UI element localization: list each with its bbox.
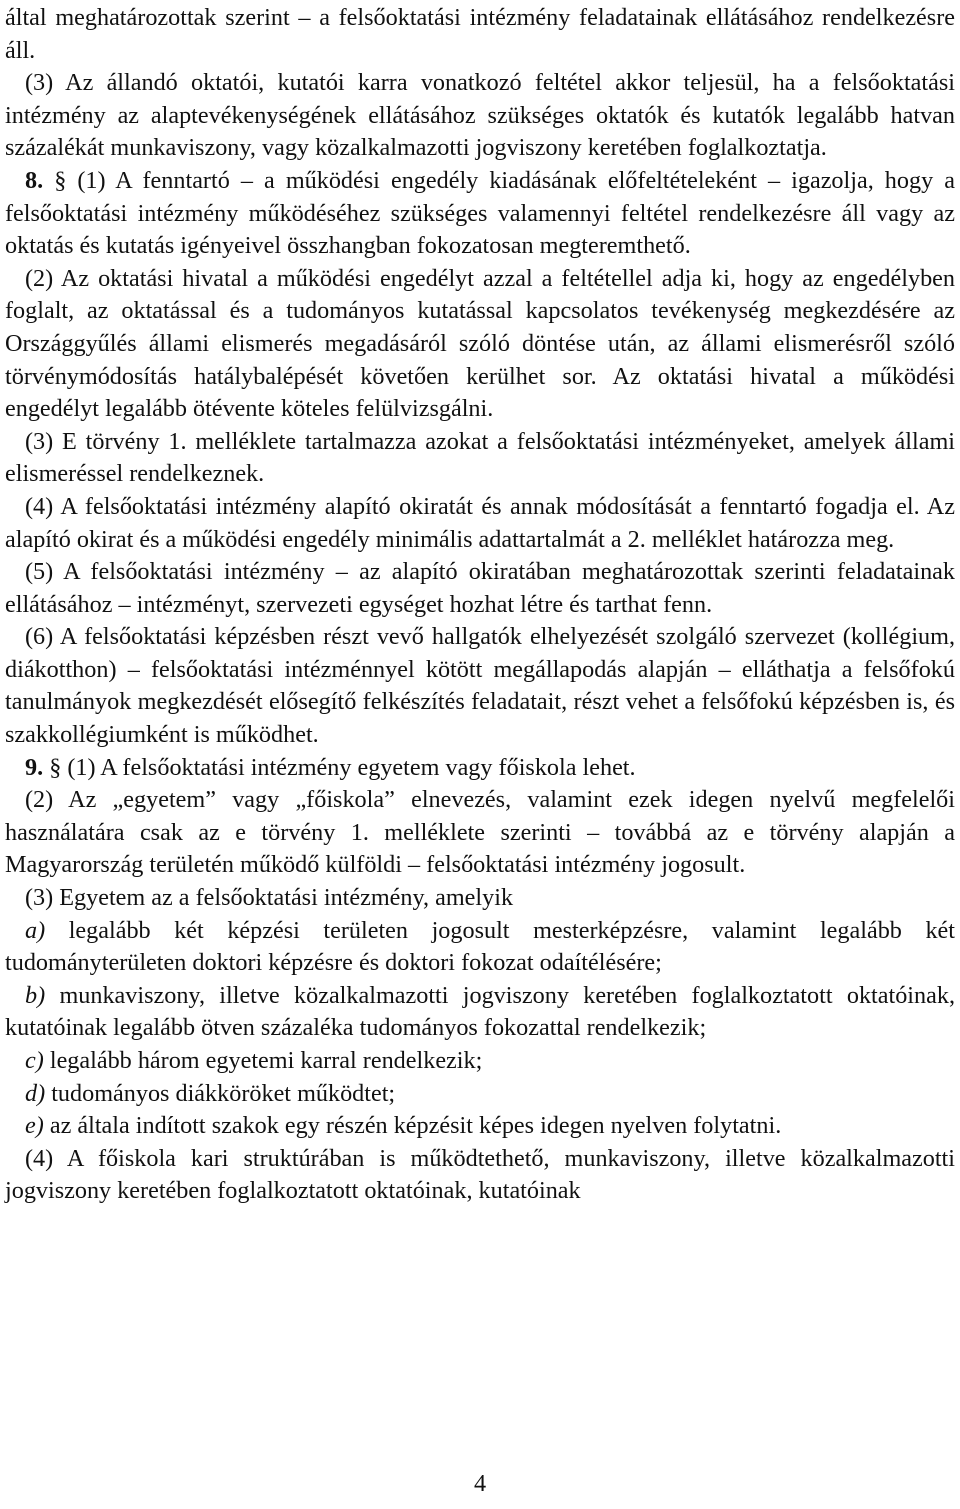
- paragraph-text: (3) Egyetem az a felsőoktatási intézmény, amelyik: [25, 884, 514, 912]
- list-item-text: legalább három egyetemi karral rendelkezik;: [43, 1047, 483, 1074]
- list-item-text: munkaviszony, illetve közalkalmazotti jogviszony keretében foglalkoztatott oktatóinak, kutatóinak legalább ötven százaléka tudományos fokozattal rendelkezik;: [5, 981, 955, 1042]
- paragraph-text: (4) A felsőoktatási intézmény alapító okiratát és annak módosítását a fenntartó fogadja el. Az alapító okirat és a működési engedély minimális adattartalmát a 2. melléklet határozza meg.: [5, 492, 955, 553]
- list-item-c: [5, 1045, 955, 1078]
- list-item-e: [5, 1110, 955, 1143]
- paragraph-section-9: [5, 752, 955, 785]
- paragraph: [5, 784, 955, 882]
- paragraph: [5, 426, 955, 491]
- paragraph: [5, 491, 955, 556]
- page-number: 4: [473, 1470, 487, 1497]
- paragraph-text: (3) E törvény 1. melléklete tartalmazza azokat a felsőoktatási intézményeket, amelyek állami elismeréssel rendelkeznek.: [5, 427, 955, 488]
- list-label: d): [25, 1079, 46, 1107]
- document-body: [5, 2, 955, 1208]
- list-item-d: [5, 1078, 955, 1111]
- list-label: c): [25, 1047, 44, 1074]
- paragraph: [5, 882, 955, 915]
- list-label: b): [25, 981, 46, 1009]
- paragraph: [5, 621, 955, 751]
- paragraph-text: (4) A főiskola kari struktúrában is működtethető, munkaviszony, illetve közalkalmazotti jogviszony keretében foglalkoztatott oktatóinak, kutatóinak: [5, 1144, 955, 1205]
- list-label: a): [25, 916, 46, 944]
- paragraph-text: (6) A felsőoktatási képzésben részt vevő hallgatók elhelyezését szolgáló szervezet (kollégium, diákotthon) – felsőoktatási intézménnyel kötött megállapodás alapján – elláthatja a felsőfokú tanulmányok megkezdését elősegítő felkészítés feladatait, részt vehet a felsőfokú képzésben is, és szakkollégiumként is működhet.: [5, 623, 955, 749]
- paragraph: [5, 263, 955, 426]
- paragraph-continuation: által meghatározottak szerint – a felsőoktatási intézmény feladatainak ellátásához rendelkezésre áll.: [5, 4, 955, 64]
- section-number: 8.: [25, 166, 44, 194]
- paragraph: [5, 67, 955, 165]
- list-label: e): [25, 1112, 44, 1140]
- list-item-a: [5, 915, 955, 980]
- list-item-text: az általa indított szakok egy részén képzésit képes idegen nyelven folytatni.: [43, 1112, 782, 1140]
- paragraph-section-8: [5, 165, 955, 263]
- list-item-text: tudományos diákköröket működtet;: [45, 1079, 396, 1107]
- paragraph-text: (5) A felsőoktatási intézmény – az alapító okiratában meghatározottak szerinti feladatainak ellátásához – intézményt, szervezeti egységet hozhat létre és tarthat fenn.: [5, 558, 955, 618]
- list-item-text: legalább két képzési területen jogosult mesterképzésre, valamint legalább két tudományterületen doktori képzésre és doktori fokozat odaítélésére;: [5, 916, 955, 977]
- paragraph: [5, 556, 955, 621]
- section-number: 9.: [25, 753, 44, 781]
- paragraph-text: § (1) A fenntartó – a működési engedély kiadásának előfeltételeként – igazolja, hogy a felsőoktatási intézmény működéséhez szükséges valamennyi feltétel rendelkezésre áll vagy az oktatás és kutatás igényeivel összhangban fokozatosan megteremthető.: [5, 166, 955, 260]
- paragraph-text: (2) Az „egyetem” vagy „főiskola” elnevezés, valamint ezek idegen nyelvű megfelelői használatára csak az e törvény 1. melléklete szerinti – továbbá az e törvény alapján a Magyarország területén működő külföldi – felsőoktatási intézmény jogosult.: [5, 786, 955, 879]
- paragraph: [5, 1143, 955, 1208]
- paragraph-text: (3) Az állandó oktatói, kutatói karra vonatkozó feltétel akkor teljesül, ha a felsőoktatási intézmény az alaptevékenységének ellátásához szükséges oktatók és kutatók legalább hatvan százalékát munkaviszony, vagy közalkalmazotti jogviszony keretében foglalkoztatja.: [5, 69, 955, 162]
- list-item-b: [5, 980, 955, 1045]
- paragraph-text: § (1) A felsőoktatási intézmény egyetem vagy főiskola lehet.: [43, 753, 636, 781]
- paragraph-text: (2) Az oktatási hivatal a működési engedélyt azzal a feltétellel adja ki, hogy az engedélyben foglalt, az oktatással és a tudományos kutatással kapcsolatos tevékenység megkezdésére az Országgyűlés állami elismerés megadásáról szóló döntése után, az állami elismerésről szóló törvénymódosítás hatálybalépését követően kerülhet sor. Az oktatási hivatal a működési engedélyt legalább ötévente köteles felülvizsgálni.: [5, 264, 955, 423]
